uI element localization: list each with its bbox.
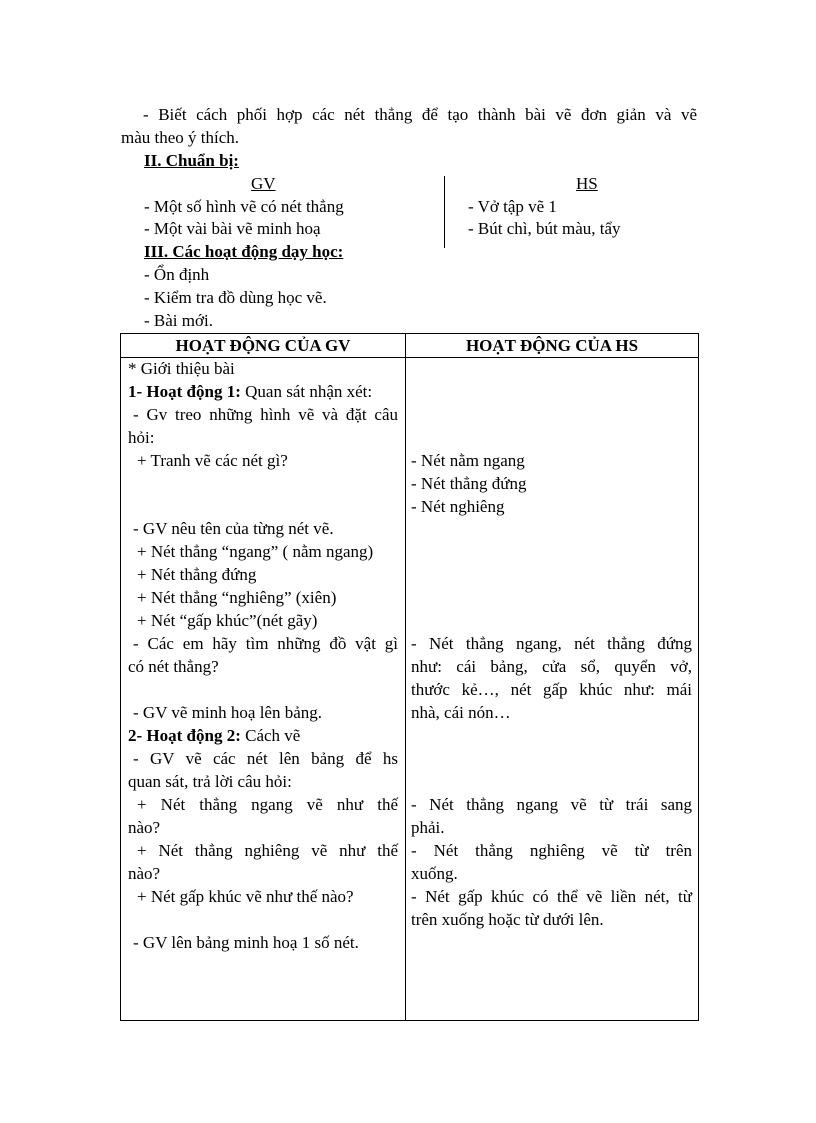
gv-line-dung: + Nét thẳng đứng: [137, 565, 257, 584]
objective-line-1: - Biết cách phối hợp các nét thẳng để tạo thành bài vẽ đơn giản và vẽ: [143, 105, 697, 124]
objective-paragraph: [121, 103, 697, 149]
hs-activity-cell: [406, 358, 699, 1021]
hs-find-d: nhà, cái nón…: [411, 703, 511, 722]
gv-heading: GV: [251, 174, 276, 193]
step-kiem-tra: - Kiểm tra đồ dùng học vẽ.: [144, 288, 327, 307]
gv-activity-2: [128, 725, 398, 747]
hs-find-a: - Nét thẳng ngang, nét thẳng đứng: [411, 634, 692, 653]
gv-q-nghieng-a: + Nét thẳng nghiêng vẽ như thế: [137, 841, 398, 860]
section-2-title: II. Chuẩn bị:: [144, 151, 239, 170]
hs-find-c: thước kẻ…, nét gấp khúc như: mái: [411, 680, 692, 699]
column-divider: [444, 176, 445, 248]
step-on-dinh: - Ổn định: [144, 265, 210, 284]
header-hs: HOẠT ĐỘNG CỦA HS: [406, 334, 699, 358]
activity-2-text: Cách vẽ: [240, 726, 301, 745]
gv-activity-cell: [121, 358, 406, 1021]
gv-q-ngang-a: + Nét thẳng ngang vẽ như thế: [137, 795, 398, 814]
step-bai-moi: - Bài mới.: [144, 311, 213, 330]
objective-line-2: màu theo ý thích.: [121, 128, 240, 147]
hs-answer-3: - Nét nghiêng: [411, 497, 505, 516]
activities-table: [120, 333, 699, 1021]
gv-hang-pictures-b: hỏi:: [128, 428, 155, 447]
gv-line-ngang: + Nét thẳng “ngang” ( nằm ngang): [137, 542, 374, 561]
gv-draw-b: quan sát, trả lời câu hỏi:: [128, 772, 292, 791]
hs-gapkhuc-a: - Nét gấp khúc có thể vẽ liền nét, từ: [411, 887, 692, 906]
gv-demo: - GV vẽ minh hoạ lên bảng.: [133, 703, 323, 722]
hs-answer-1: - Nét nằm ngang: [411, 451, 525, 470]
gv-hang-pictures-a: - Gv treo những hình vẽ và đặt câu: [133, 405, 398, 424]
gv-name-lines: - GV nêu tên của từng nét vẽ.: [133, 519, 334, 538]
activity-1-label: 1- Hoạt động 1:: [128, 382, 241, 401]
gv-item-1: - Một số hình vẽ có nét thẳng: [144, 197, 344, 216]
gv-q-ngang-b: nào?: [128, 818, 161, 837]
hs-find-b: như: cái bảng, cửa sổ, quyển vở,: [411, 657, 692, 676]
gv-find-objects-b: có nét thẳng?: [128, 657, 219, 676]
hs-item-1: - Vở tập vẽ 1: [468, 197, 557, 216]
gv-line-nghieng: + Nét thẳng “nghiêng” (xiên): [137, 588, 337, 607]
gv-board: - GV lên bảng minh hoạ 1 số nét.: [133, 933, 359, 952]
header-gv: HOẠT ĐỘNG CỦA GV: [121, 334, 406, 358]
gv-q-nghieng-b: nào?: [128, 864, 161, 883]
gv-intro: * Giới thiệu bài: [128, 359, 235, 378]
activity-2-label: 2- Hoạt động 2:: [128, 726, 241, 745]
gv-find-objects-a: - Các em hãy tìm những đồ vật gì: [133, 634, 398, 653]
gv-draw-a: - GV vẽ các nét lên bảng để hs: [133, 749, 398, 768]
hs-answer-2: - Nét thẳng đứng: [411, 474, 527, 493]
hs-nghieng-b: xuống.: [411, 864, 458, 883]
gv-question-lines: + Tranh vẽ các nét gì?: [137, 451, 288, 470]
gv-q-gapkhuc: + Nét gấp khúc vẽ như thế nào?: [137, 887, 354, 906]
hs-item-2: - Bút chì, bút màu, tẩy: [468, 219, 621, 238]
hs-ngang-a: - Nét thẳng ngang vẽ từ trái sang: [411, 795, 692, 814]
gv-activity-1: [128, 381, 398, 403]
section-3-title: III. Các hoạt động dạy học:: [144, 242, 344, 261]
hs-ngang-b: phải.: [411, 818, 445, 837]
hs-heading: HS: [576, 174, 598, 193]
activity-1-text: Quan sát nhận xét:: [240, 382, 373, 401]
gv-line-gapkhuc: + Nét “gấp khúc”(nét gãy): [137, 611, 318, 630]
gv-item-2: - Một vài bài vẽ minh hoạ: [144, 219, 321, 238]
hs-nghieng-a: - Nét thẳng nghiêng vẽ từ trên: [411, 841, 692, 860]
hs-gapkhuc-b: trên xuống hoặc từ dưới lên.: [411, 910, 604, 929]
